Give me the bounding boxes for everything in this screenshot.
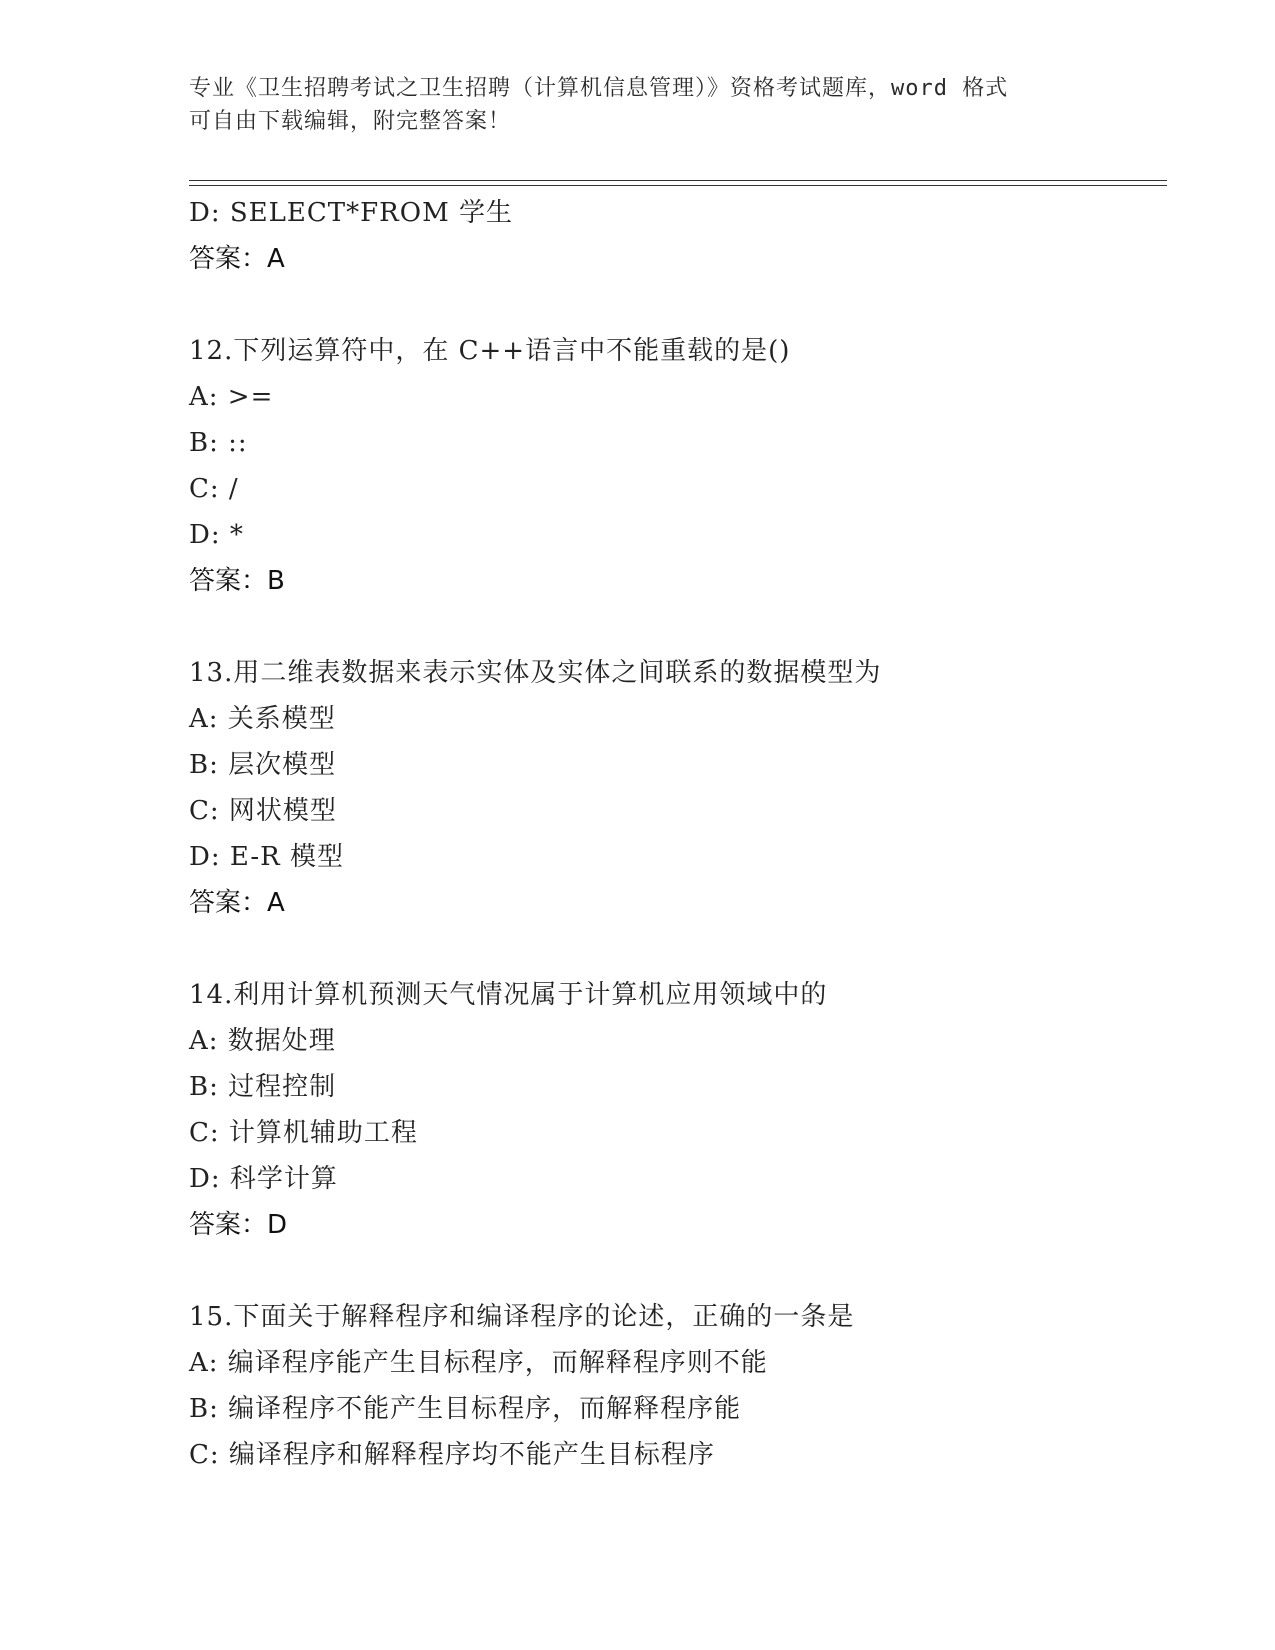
option-d: D: *: [189, 520, 244, 550]
spacer: [189, 282, 1169, 328]
question-14: [189, 972, 1169, 1248]
option-b: B: 编译程序不能产生目标程序，而解释程序能: [189, 1394, 742, 1424]
answer-line: 答案：A: [189, 888, 285, 918]
option-d: D: 科学计算: [189, 1164, 338, 1194]
question-stem: 12.下列运算符中，在 C++语言中不能重载的是(): [189, 336, 791, 366]
option-d: D: SELECT*FROM 学生: [189, 198, 513, 228]
header-divider-bottom: [189, 185, 1167, 186]
question-stem: 15.下面关于解释程序和编译程序的论述，正确的一条是: [189, 1302, 855, 1332]
question-15: [189, 1294, 1169, 1478]
option-b: B: 过程控制: [189, 1072, 337, 1102]
question-12: [189, 328, 1169, 604]
spacer: [189, 604, 1169, 650]
option-a: A: 数据处理: [189, 1026, 336, 1056]
header-line-2: 可自由下载编辑，附完整答案！: [189, 109, 512, 134]
question-stem: 13.用二维表数据来表示实体及实体之间联系的数据模型为: [189, 658, 882, 688]
option-a: A: >=: [189, 382, 274, 412]
spacer: [189, 926, 1169, 972]
answer-line: 答案：B: [189, 566, 285, 596]
option-c: C: 计算机辅助工程: [189, 1118, 418, 1148]
question-13: [189, 650, 1169, 926]
question-stem: 14.利用计算机预测天气情况属于计算机应用领域中的: [189, 980, 828, 1010]
previous-question-tail: [189, 190, 1169, 282]
option-c: C: 网状模型: [189, 796, 337, 826]
option-b: B: 层次模型: [189, 750, 337, 780]
answer-line: 答案：A: [189, 244, 285, 274]
header-divider-top: [189, 180, 1167, 181]
question-list: [189, 190, 1169, 1478]
option-b: B: ::: [189, 428, 248, 458]
document-header: [189, 72, 1089, 138]
option-a: A: 关系模型: [189, 704, 336, 734]
option-a: A: 编译程序能产生目标程序，而解释程序则不能: [189, 1348, 768, 1378]
option-c: C: 编译程序和解释程序均不能产生目标程序: [189, 1440, 715, 1470]
header-line-1: 专业《卫生招聘考试之卫生招聘（计算机信息管理）》资格考试题库，word 格式: [189, 76, 1009, 101]
answer-line: 答案：D: [189, 1210, 288, 1240]
option-d: D: E-R 模型: [189, 842, 344, 872]
option-c: C: /: [189, 474, 239, 504]
spacer: [189, 1248, 1169, 1294]
